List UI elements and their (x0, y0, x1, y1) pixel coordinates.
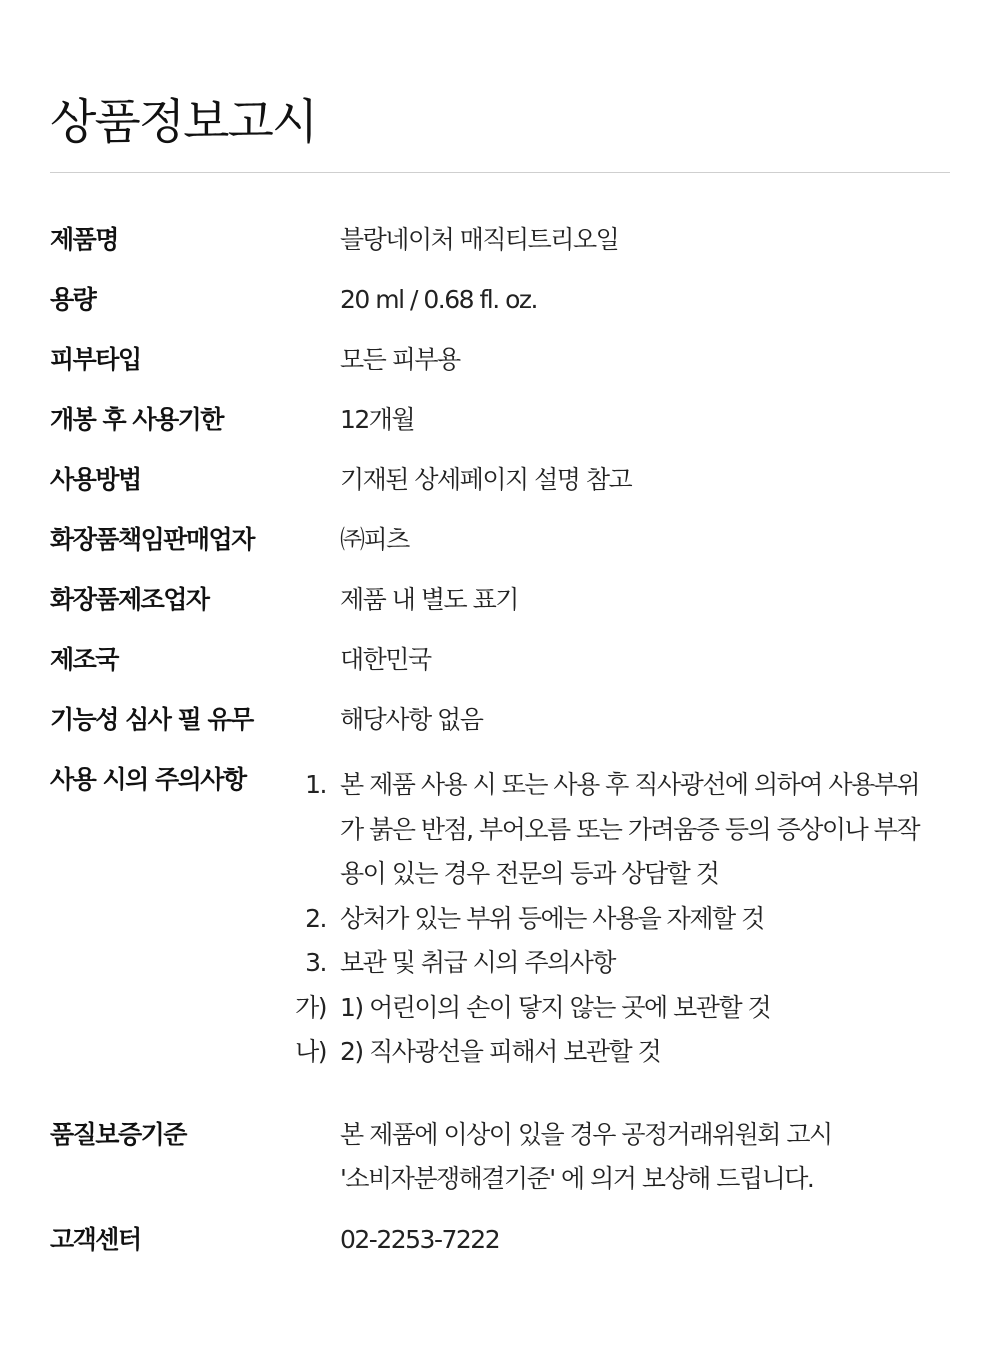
caution-list (280, 763, 960, 1075)
title-divider (50, 172, 950, 173)
label-distributor: 화장품책임판매업자 (50, 525, 254, 554)
value-manufacturer: 제품 내 별도 표기 (340, 585, 518, 614)
caution-line: 용이 있는 경우 전문의 등과 상담할 것 (340, 859, 719, 888)
label-volume: 용량 (50, 285, 96, 314)
value-distributor: ㈜피츠 (340, 525, 409, 554)
caution-line: 보관 및 취급 시의 주의사항 (340, 948, 615, 977)
page-title: 상품정보고시 (50, 94, 317, 150)
value-customer-center-phone: 02-2253-7222 (340, 1225, 500, 1254)
caution-marker: 2. (305, 903, 326, 933)
caution-item (280, 1030, 960, 1075)
caution-line: 2) 직사광선을 피해서 보관할 것 (340, 1037, 661, 1066)
caution-marker: 가) (295, 992, 326, 1022)
value-usage: 기재된 상세페이지 설명 참고 (340, 465, 632, 494)
label-manufacturer: 화장품제조업자 (50, 585, 209, 614)
caution-line: 상처가 있는 부위 등에는 사용을 자제할 것 (340, 903, 764, 933)
caution-line: 본 제품 사용 시 또는 사용 후 직사광선에 의하여 사용부위 (340, 770, 919, 799)
caution-marker: 나) (295, 1037, 326, 1066)
caution-line: 가 붉은 반점, 부어오름 또는 가려움증 등의 증상이나 부작 (340, 814, 919, 844)
caution-item (280, 897, 960, 942)
quality-line: '소비자분쟁해결기준' 에 의거 보상해 드립니다. (340, 1164, 814, 1193)
label-quality-guarantee: 품질보증기준 (50, 1120, 186, 1149)
label-country: 제조국 (50, 645, 118, 674)
value-quality-guarantee (340, 1113, 832, 1201)
value-country: 대한민국 (340, 645, 431, 674)
caution-marker: 3. (305, 948, 326, 977)
value-volume: 20 ml / 0.68 fl. oz. (340, 285, 537, 314)
caution-item (280, 941, 960, 986)
label-customer-center: 고객센터 (50, 1225, 141, 1254)
value-shelf-life: 12개월 (340, 405, 415, 434)
caution-item (280, 763, 960, 897)
label-caution: 사용 시의 주의사항 (50, 765, 246, 794)
label-product-name: 제품명 (50, 225, 118, 254)
caution-item (280, 986, 960, 1031)
label-shelf-life: 개봉 후 사용기한 (50, 405, 223, 434)
quality-line: 본 제품에 이상이 있을 경우 공정거래위원회 고시 (340, 1120, 832, 1149)
caution-marker: 1. (305, 770, 326, 799)
label-usage: 사용방법 (50, 465, 141, 494)
value-functional-review: 해당사항 없음 (340, 705, 483, 734)
label-skin-type: 피부타입 (50, 345, 141, 374)
caution-line: 1) 어린이의 손이 닿지 않는 곳에 보관할 것 (340, 992, 771, 1022)
value-product-name: 블랑네이처 매직티트리오일 (340, 225, 619, 254)
label-functional-review: 기능성 심사 필 유무 (50, 705, 253, 734)
value-skin-type: 모든 피부용 (340, 345, 460, 374)
